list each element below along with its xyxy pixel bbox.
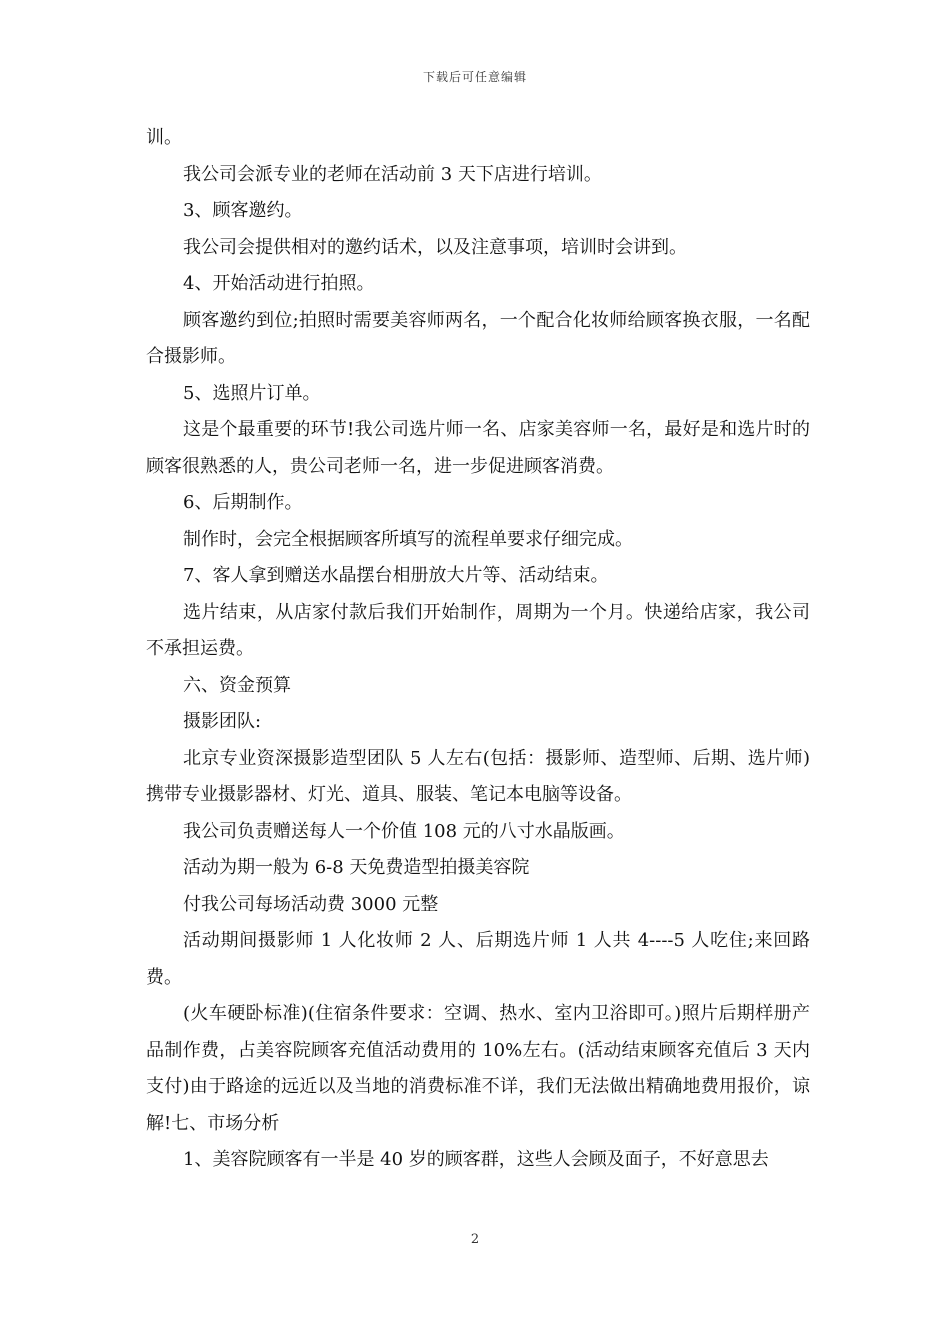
page-header: 下载后可任意编辑 [422, 70, 527, 84]
paragraph: 训。 [146, 127, 182, 148]
paragraph: 1、美容院顾客有一半是 40 岁的顾客群，这些人会顾及面子，不好意思去 [183, 1149, 769, 1170]
paragraph: 活动为期一般为 6-8 天免费造型拍摄美容院 [183, 857, 530, 878]
paragraph: 5、选照片订单。 [183, 382, 321, 404]
paragraph: 活动期间摄影师 1 人化妆师 2 人、后期选片师 1 人共 4----5 人吃住;来回路费。 [146, 930, 810, 988]
paragraph: 制作时，会完全根据顾客所填写的流程单要求仔细完成。 [183, 528, 633, 550]
document-body [146, 120, 810, 1179]
page-number: 2 [470, 1232, 480, 1247]
paragraph: 这是个最重要的环节!我公司选片师一名、店家美容师一名，最好是和选片时的顾客很熟悉的人，贵公司老师一名，进一步促进顾客消费。 [146, 419, 810, 477]
paragraph: 4、开始活动进行拍照。 [183, 273, 375, 294]
paragraph: 北京专业资深摄影造型团队 5 人左右(包括：摄影师、造型师、后期、选片师)携带专业摄影器材、灯光、道具、服装、笔记本电脑等设备。 [146, 747, 810, 805]
paragraph: 六、资金预算 [183, 674, 291, 696]
paragraph: 我公司会派专业的老师在活动前 3 天下店进行培训。 [183, 163, 602, 185]
paragraph: 我公司会提供相对的邀约话术，以及注意事项，培训时会讲到。 [183, 236, 687, 258]
paragraph: 顾客邀约到位;拍照时需要美容师两名，一个配合化妆师给顾客换衣服，一名配合摄影师。 [146, 309, 810, 367]
paragraph: (火车硬卧标准)(住宿条件要求：空调、热水、室内卫浴即可。)照片后期样册产品制作费，占美容院顾客充值活动费用的 10%左右。(活动结束顾客充值后 3 天内支付)由于路途的远近以及当地的消费标准不详，我们无法做出精确地费用报价，谅解!七、市场分析 [146, 1003, 810, 1134]
paragraph: 3、顾客邀约。 [183, 200, 303, 221]
paragraph: 付我公司每场活动费 3000 元整 [183, 893, 439, 915]
paragraph: 7、客人拿到赠送水晶摆台相册放大片等、活动结束。 [183, 565, 609, 586]
paragraph: 摄影团队: [183, 711, 262, 732]
paragraph: 选片结束，从店家付款后我们开始制作，周期为一个月。快递给店家，我公司不承担运费。 [146, 601, 810, 659]
paragraph: 我公司负责赠送每人一个价值 108 元的八寸水晶版画。 [183, 820, 625, 842]
paragraph: 6、后期制作。 [183, 492, 303, 513]
